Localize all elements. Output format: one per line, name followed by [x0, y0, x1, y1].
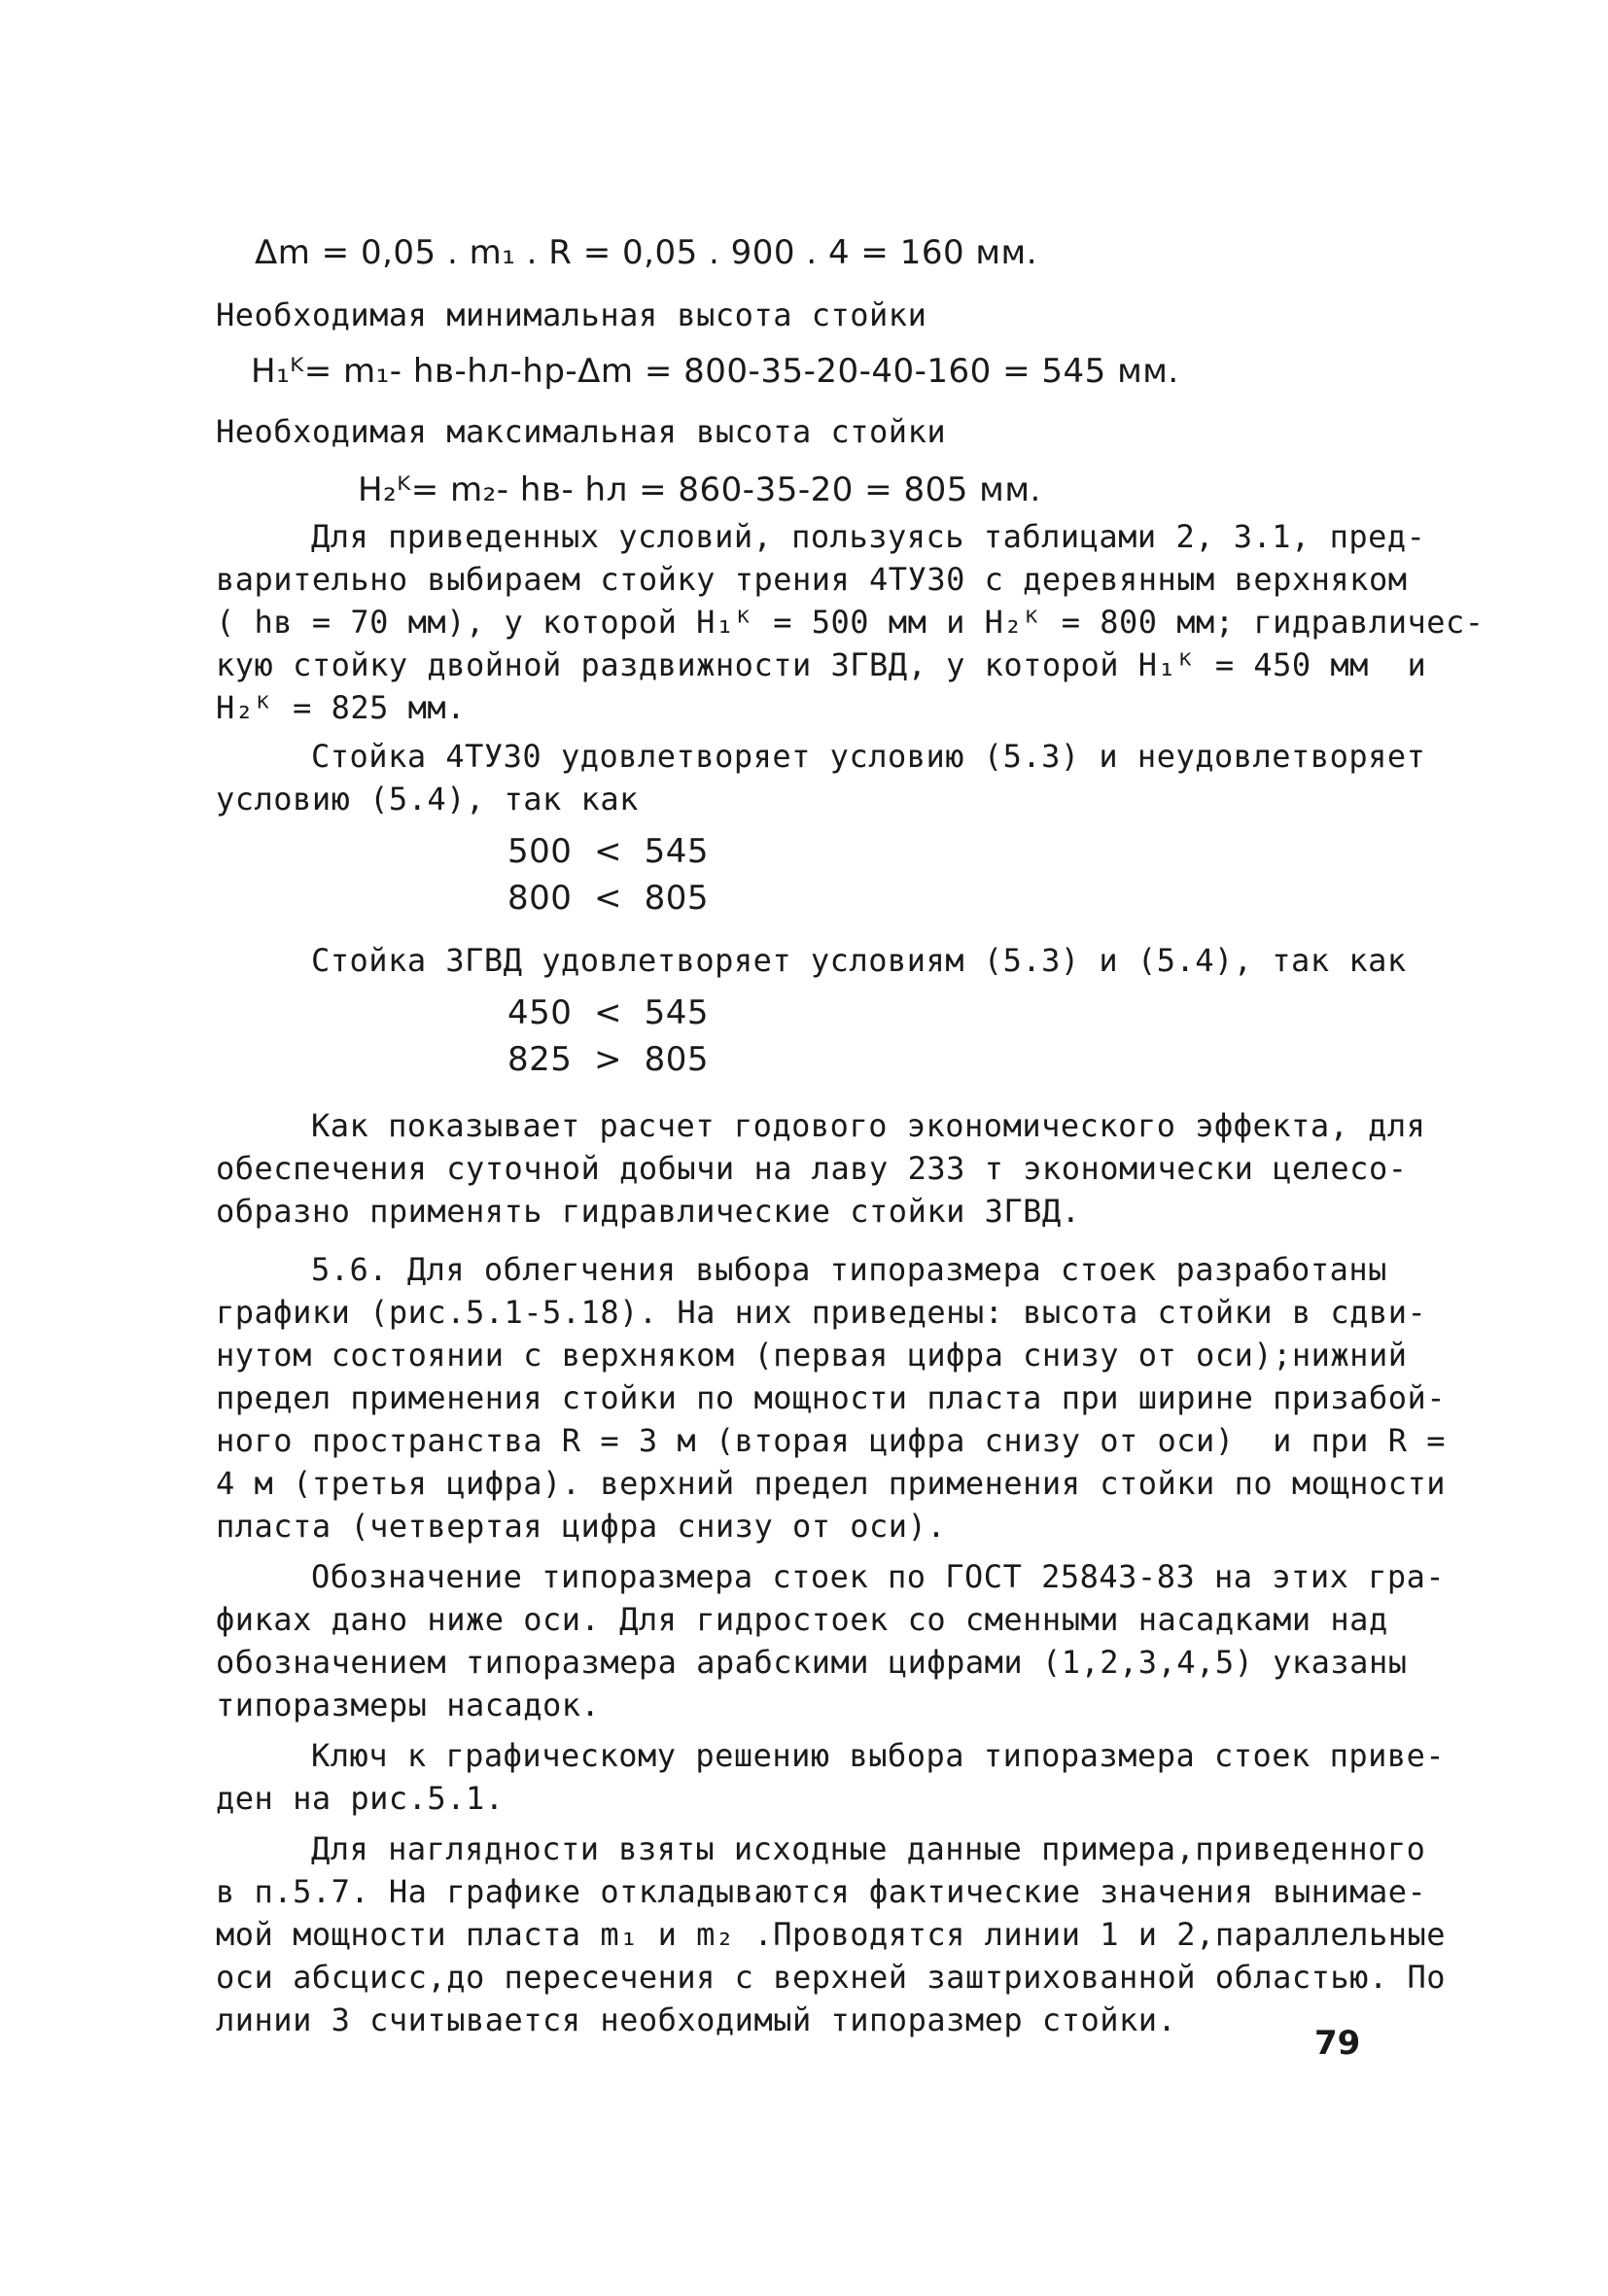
max-height-label: Необходимая максимальная высота стойки: [216, 413, 947, 450]
paragraph-line: нутом состоянии с верхняком (первая цифра снизу от оси);нижний: [216, 1337, 1408, 1374]
paragraph-line: ( hв = 70 мм), у которой H₁ᴷ = 500 мм и H₂ᴷ = 800 мм; гидравличес-: [216, 604, 1485, 641]
paragraph-line: образно применять гидравлические стойки 3ГВД.: [216, 1193, 1081, 1230]
paragraph-line: условию (5.4), так как: [216, 781, 639, 818]
page-number: 79: [1314, 2024, 1361, 2063]
paragraph-line: мой мощности пласта m₁ и m₂ .Проводятся линии 1 и 2,параллельные: [216, 1916, 1446, 1953]
paragraph-line: ного пространства R = 3 м (вторая цифра снизу от оси) и при R =: [216, 1422, 1446, 1459]
comparison-line: 800 < 805: [507, 879, 710, 918]
paragraph-line: 4 м (третья цифра). верхний предел применения стойки по мощности: [216, 1465, 1446, 1502]
min-height-label: Необходимая минимальная высота стойки: [216, 296, 927, 333]
comparison-line: 450 < 545: [507, 993, 710, 1032]
paragraph-line: графики (рис.5.1-5.18). На них приведены: высота стойки в сдви-: [216, 1294, 1427, 1331]
paragraph-line: фиках дано ниже оси. Для гидростоек со сменными насадками над: [216, 1601, 1388, 1638]
formula-h2: H₂ᴷ= m₂- hв- hл = 860-35-20 = 805 мм.: [358, 470, 1041, 509]
paragraph-line: пласта (четвертая цифра снизу от оси).: [216, 1508, 947, 1545]
paragraph-line: 5.6. Для облегчения выбора типоразмера стоек разработаны: [311, 1251, 1387, 1288]
paragraph-line: в п.5.7. На графике откладываются фактические значения вынимае-: [216, 1873, 1427, 1910]
paragraph-line: варительно выбираем стойку трения 4ТУ30 с деревянным верхняком: [216, 561, 1408, 598]
paragraph-line: Стойка 4ТУ30 удовлетворяет условию (5.3) и неудовлетворяет: [311, 738, 1426, 775]
paragraph-line: ден на рис.5.1.: [216, 1780, 505, 1817]
paragraph-line: Как показывает расчет годового экономического эффекта, для: [311, 1107, 1426, 1144]
paragraph-line: обеспечения суточной добычи на лаву 233 т экономически целесо-: [216, 1150, 1408, 1187]
paragraph-line: линии 3 считывается необходимый типоразмер стойки.: [216, 2001, 1177, 2038]
paragraph-line: Ключ к графическому решению выбора типоразмера стоек приве-: [311, 1737, 1446, 1774]
paragraph-line: H₂ᴷ = 825 мм.: [216, 689, 466, 726]
paragraph-line: Для наглядности взяты исходные данные примера,приведенного: [311, 1830, 1426, 1867]
paragraph-line: обозначением типоразмера арабскими цифрами (1,2,3,4,5) указаны: [216, 1644, 1408, 1681]
paragraph-line: типоразмеры насадок.: [216, 1687, 601, 1723]
paragraph-line: кую стойку двойной раздвижности 3ГВД, у которой H₁ᴷ = 450 мм и: [216, 646, 1427, 683]
paragraph-line: предел применения стойки по мощности пласта при ширине призабой-: [216, 1379, 1446, 1416]
formula-delta-m: Δm = 0,05 . m₁ . R = 0,05 . 900 . 4 = 160 мм.: [255, 233, 1037, 272]
comparison-line: 500 < 545: [507, 832, 710, 871]
paragraph-line: Стойка 3ГВД удовлетворяет условиям (5.3) и (5.4), так как: [311, 942, 1407, 979]
paragraph-line: оси абсцисс,до пересечения с верхней заштрихованной областью. По: [216, 1959, 1446, 1996]
formula-h1: H₁ᴷ= m₁- hв-hл-hр-Δm = 800-35-20-40-160 = 545 мм.: [251, 352, 1179, 391]
comparison-line: 825 > 805: [507, 1040, 710, 1079]
paragraph-line: Для приведенных условий, пользуясь таблицами 2, 3.1, пред-: [311, 518, 1426, 555]
paragraph-line: Обозначение типоразмера стоек по ГОСТ 25843-83 на этих гра-: [311, 1558, 1446, 1595]
